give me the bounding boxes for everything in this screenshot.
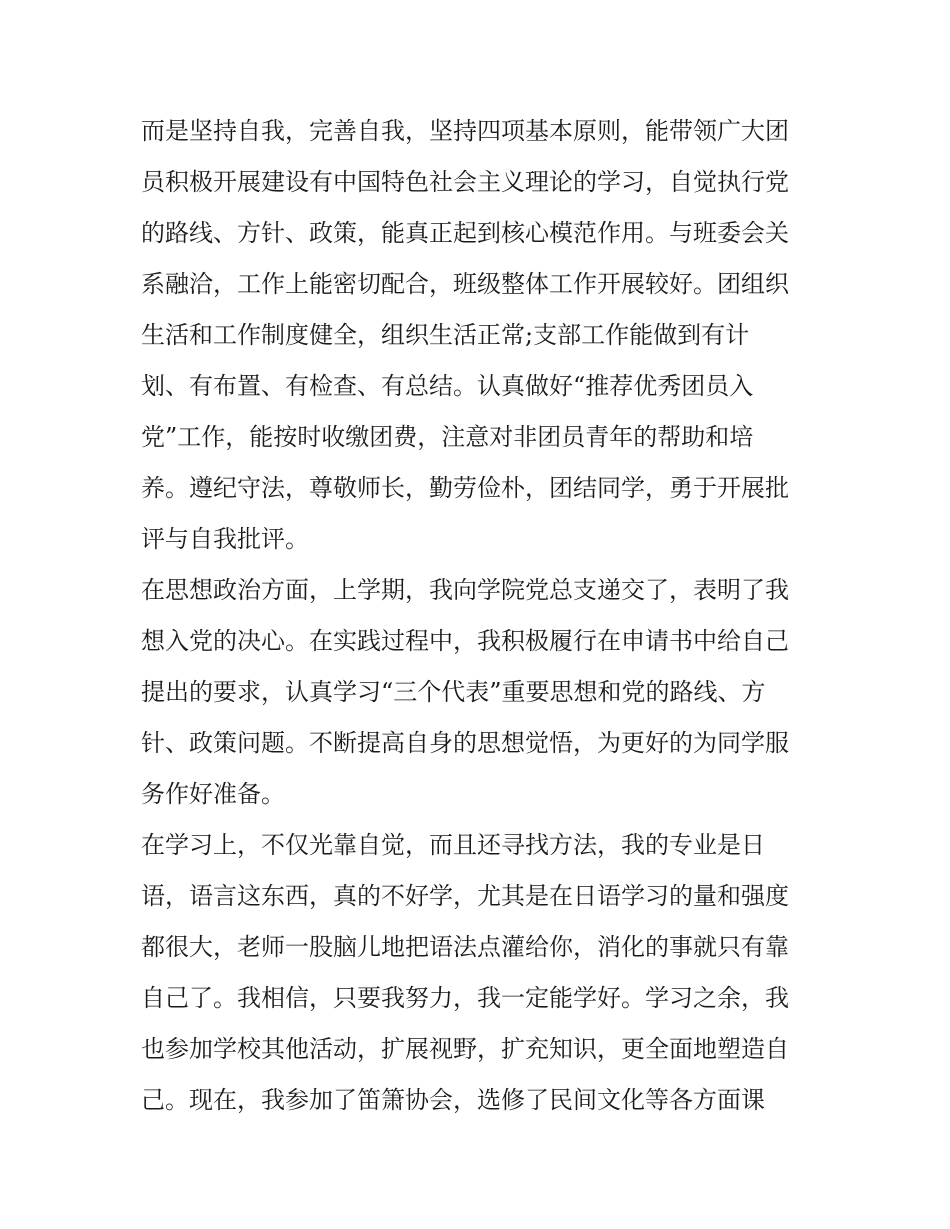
text-line: 都很大，老师一股脑儿地把语法点灌给你，消化的事就只有靠 bbox=[141, 933, 789, 961]
text-line: 自己了。我相信，只要我努力，我一定能学好。学习之余，我 bbox=[141, 984, 789, 1012]
text-line: 在思想政治方面，上学期，我向学院党总支递交了，表明了我 bbox=[141, 576, 789, 604]
text-line: 生活和工作制度健全，组织生活正常;支部工作能做到有计 bbox=[141, 321, 750, 349]
text-line: 针、政策问题。不断提高自身的思想觉悟，为更好的为同学服 bbox=[141, 729, 789, 757]
text-line: 的路线、方针、政策，能真正起到核心模范作用。与班委会关 bbox=[141, 219, 789, 247]
text-line: 划、有布置、有检查、有总结。认真做好“推荐优秀团员入 bbox=[141, 372, 754, 400]
text-line: 员积极开展建设有中国特色社会主义理论的学习，自觉执行党 bbox=[141, 168, 789, 196]
text-line: 己。现在，我参加了笛箫协会，选修了民间文化等各方面课 bbox=[141, 1086, 765, 1114]
text-line: 务作好准备。 bbox=[141, 780, 285, 808]
text-line: 提出的要求，认真学习“三个代表”重要思想和党的路线、方 bbox=[141, 678, 766, 706]
text-line: 系融洽，工作上能密切配合，班级整体工作开展较好。团组织 bbox=[141, 270, 789, 298]
text-line: 而是坚持自我，完善自我，坚持四项基本原则，能带领广大团 bbox=[141, 117, 789, 145]
text-line: 评与自我批评。 bbox=[141, 525, 309, 553]
document-body bbox=[141, 106, 821, 1126]
text-line: 养。遵纪守法，尊敬师长，勤劳俭朴，团结同学，勇于开展批 bbox=[141, 474, 789, 502]
text-line: 语，语言这东西，真的不好学，尤其是在日语学习的量和强度 bbox=[141, 882, 789, 910]
text-line: 在学习上，不仅光靠自觉，而且还寻找方法，我的专业是日 bbox=[141, 831, 765, 859]
text-line: 也参加学校其他活动，扩展视野，扩充知识，更全面地塑造自 bbox=[141, 1035, 789, 1063]
text-line: 党”工作，能按时收缴团费，注意对非团员青年的帮助和培 bbox=[141, 423, 754, 451]
text-line: 想入党的决心。在实践过程中，我积极履行在申请书中给自己 bbox=[141, 627, 789, 655]
